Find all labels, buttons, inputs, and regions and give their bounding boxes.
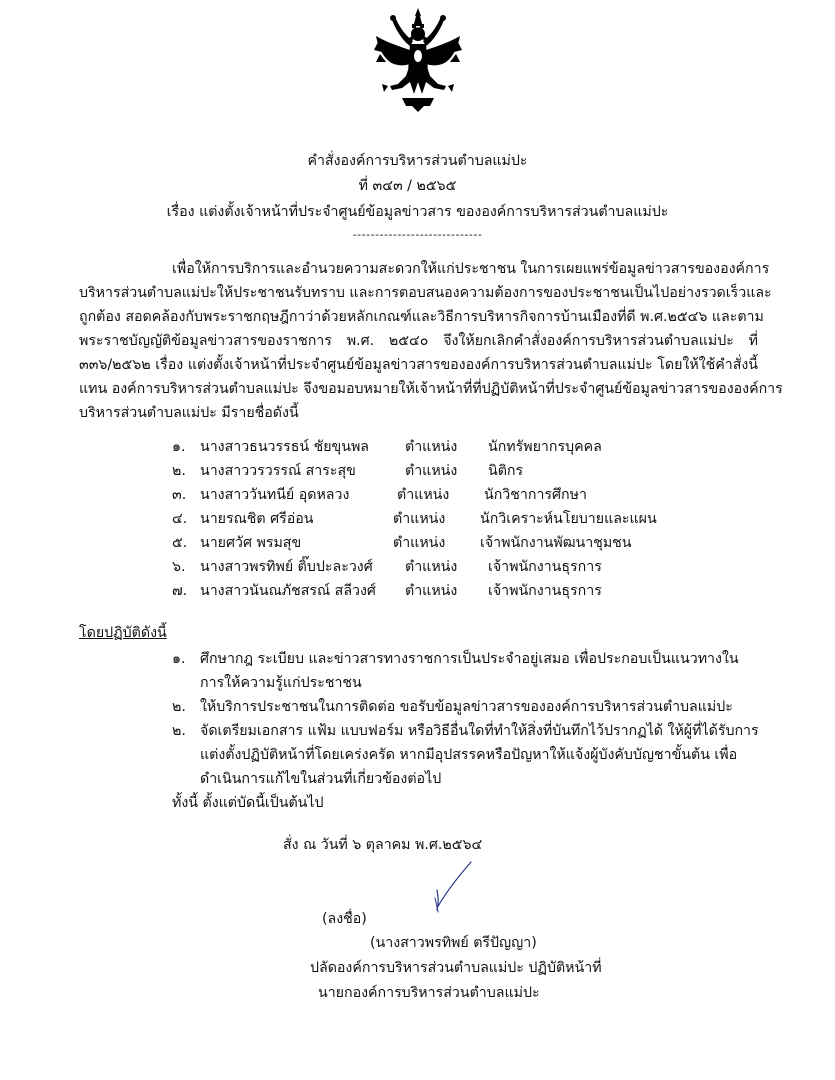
effective-statement: ทั้งนี้ ตั้งแต่บัดนี้เป็นต้นไป	[172, 795, 324, 811]
signer-title-line-2: นายกองค์การบริหารส่วนตำบลแม่ปะ	[318, 985, 540, 1001]
staff-number: ๓.	[172, 487, 187, 503]
staff-position-label: ตำแหน่ง	[405, 439, 458, 455]
staff-position: เจ้าพนักงานธุรการ	[488, 559, 602, 575]
staff-number: ๕.	[172, 535, 188, 551]
garuda-emblem-icon	[372, 6, 464, 114]
staff-name: นางสาววันทนีย์ อุดหลวง	[200, 487, 350, 503]
duty-line: แต่งตั้งปฏิบัติหน้าที่โดยเคร่งครัด หากมีอุปสรรคหรือปัญหาให้แจ้งผู้บังคับบัญชาขั้นต้น เพื่อ	[200, 747, 738, 763]
signer-title-line-1: ปลัดองค์การบริหารส่วนตำบลแม่ปะ ปฏิบัติหน้าที่	[310, 960, 602, 976]
duty-line: ศึกษากฎ ระเบียบ และข่าวสารทางราชการเป็นประจำอยู่เสมอ เพื่อประกอบเป็นแนวทางใน	[200, 651, 739, 667]
order-number: ที่ ๓๔๓ / ๒๕๖๕	[358, 178, 457, 194]
staff-position-label: ตำแหน่ง	[393, 535, 446, 551]
duty-line: การให้ความรู้แก่ประชาชน	[200, 675, 362, 691]
issue-date: สั่ง ณ วันที่ ๖ ตุลาคม พ.ศ.๒๕๖๔	[283, 837, 483, 853]
signature-mark	[425, 858, 485, 918]
staff-name: นายรณชิต ศรีอ่อน	[200, 511, 314, 527]
header-separator: -----------------------------	[352, 228, 483, 241]
staff-position: นักทรัพยากรบุคคล	[488, 439, 602, 455]
paragraph-line-3: ถูกต้อง สอดคล้องกับพระราชกฤษฎีกาว่าด้วยหลักเกณฑ์และวิธีการบริหารกิจการบ้านเมืองที่ดี พ.ศ.๒๕๔๖ และตาม	[79, 309, 764, 325]
signer-name: (นางสาวพรทิพย์ ตรีปัญญา)	[370, 935, 537, 951]
staff-number: ๑.	[172, 439, 186, 455]
staff-position: นักวิชาการศึกษา	[484, 487, 587, 503]
duty-number: ๑.	[172, 651, 186, 667]
paragraph-line-7: บริหารส่วนตำบลแม่ปะ มีรายชื่อดังนี้	[79, 405, 299, 421]
staff-number: ๒.	[172, 463, 186, 479]
paragraph-line-5: ๓๓๖/๒๕๖๒ เรื่อง แต่งตั้งเจ้าหน้าที่ประจำศูนย์ข้อมูลข่าวสารขององค์การบริหารส่วนตำบลแม่ปะ โดยให้ใช้คำสั่งนี้	[79, 357, 758, 373]
paragraph-line-6: แทน องค์การบริหารส่วนตำบลแม่ปะ จึงขอมอบหมายให้เจ้าหน้าที่ที่ปฏิบัติหน้าที่ประจำศูนย์ข้อมูลข่าวสารขององค์การ	[79, 381, 783, 397]
staff-position-label: ตำแหน่ง	[405, 559, 458, 575]
staff-name: นางสาวนันณภัชสรณ์ สลีวงศ์	[200, 583, 376, 599]
duty-line: ดำเนินการแก้ไขในส่วนที่เกี่ยวข้องต่อไป	[200, 771, 442, 787]
staff-name: นางสาวพรทิพย์ ติ๊บปะละวงศ์	[200, 559, 373, 575]
duty-line: จัดเตรียมเอกสาร แฟ้ม แบบฟอร์ม หรือวิธีอื่นใดที่ทำให้สิ่งที่บันทึกไว้ปรากฏได้ ให้ผู้ที่ได้รับการ	[200, 723, 759, 739]
order-subject: เรื่อง แต่งตั้งเจ้าหน้าที่ประจำศูนย์ข้อมูลข่าวสาร ขององค์การบริหารส่วนตำบลแม่ปะ	[166, 204, 669, 220]
staff-position: เจ้าพนักงานธุรการ	[488, 583, 602, 599]
staff-position: เจ้าพนักงานพัฒนาชุมชน	[480, 535, 632, 551]
staff-position: นักวิเคราะห์นโยบายและแผน	[480, 511, 657, 527]
staff-name: นายศวัศ พรมสุข	[200, 535, 302, 551]
duty-line: ให้บริการประชาชนในการติดต่อ ขอรับข้อมูลข่าวสารขององค์การบริหารส่วนตำบลแม่ปะ	[200, 699, 733, 715]
staff-number: ๔.	[172, 511, 188, 527]
order-title: คำสั่งองค์การบริหารส่วนตำบลแม่ปะ	[307, 153, 528, 169]
staff-position-label: ตำแหน่ง	[397, 487, 450, 503]
paragraph-line-4: พระราชบัญญัติข้อมูลข่าวสารของราชการ พ.ศ. ๒๕๔๐ จึงให้ยกเลิกคำสั่งองค์การบริหารส่วนตำบลแม่ปะ ที่	[79, 333, 758, 349]
paragraph-line-2: บริหารส่วนตำบลแม่ปะให้ประชาชนรับทราบ และการตอบสนองความต้องการของประชาชนเป็นไปอย่างรวดเร็วและ	[79, 285, 772, 301]
staff-position-label: ตำแหน่ง	[405, 463, 458, 479]
staff-name: นางสาววรวรรณ์ สาระสุข	[200, 463, 356, 479]
duty-number: ๒.	[172, 723, 186, 739]
staff-position-label: ตำแหน่ง	[405, 583, 458, 599]
staff-name: นางสาวธนวรรธน์ ชัยขุนพล	[200, 439, 370, 455]
signed-label: (ลงชื่อ)	[322, 911, 367, 927]
staff-number: ๗.	[172, 583, 188, 599]
staff-position-label: ตำแหน่ง	[393, 511, 446, 527]
staff-number: ๖.	[172, 559, 186, 575]
staff-position: นิติกร	[488, 463, 524, 479]
duty-number: ๒.	[172, 699, 186, 715]
paragraph-line-1: เพื่อให้การบริการและอำนวยความสะดวกให้แก่ประชาชน ในการเผยแพร่ข้อมูลข่าวสารขององค์การ	[172, 261, 770, 277]
duties-heading: โดยปฏิบัติดังนี้	[79, 625, 167, 641]
